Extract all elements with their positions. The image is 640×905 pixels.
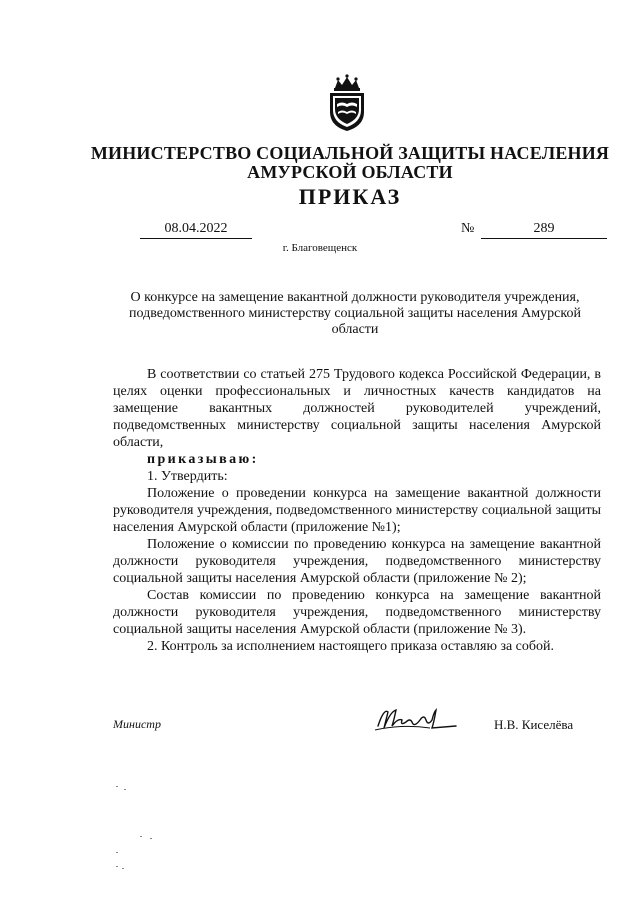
order-date: 08.04.2022 — [140, 221, 252, 239]
item-1-paragraph-2: Положение о комиссии по проведению конкурса на замещение вакантной должности руководителя учреждения, подведомственного министерству социальной защиты населения Амурской области (приложение № 2); — [113, 537, 601, 586]
scan-speck — [122, 868, 124, 869]
number-sign: № — [461, 221, 475, 236]
scan-speck — [116, 852, 118, 853]
scan-speck — [116, 786, 118, 787]
order-body — [113, 366, 601, 655]
item-1-paragraph-1: Положение о проведении конкурса на замещение вакантной должности руководителя учреждения, подведомственного министерству социальной защиты населения Амурской области (приложение №1); — [113, 486, 601, 535]
document-type-title: ПРИКАЗ — [298, 184, 402, 209]
scan-speck — [150, 838, 152, 839]
scan-speck — [124, 789, 126, 790]
item-2: 2. Контроль за исполнением настоящего приказа оставляю за собой. — [147, 639, 555, 654]
ministry-name-line2: АМУРСКОЙ ОБЛАСТИ — [247, 162, 453, 182]
signer-title: Министр — [113, 717, 161, 731]
city: г. Благовещенск — [282, 242, 358, 254]
signer-name: Н.В. Киселёва — [494, 717, 574, 732]
order-verb: приказываю: — [147, 452, 259, 467]
coat-of-arms-icon — [326, 74, 368, 132]
signature-icon — [372, 702, 462, 736]
scan-speck — [140, 836, 142, 837]
item-1: 1. Утвердить: — [147, 469, 228, 484]
order-number: 289 — [481, 221, 607, 239]
order-subject: О конкурсе на замещение вакантной должности руководителя учреждения, подведомственного министерству социальной защиты населения Амурской области — [129, 290, 581, 337]
scan-speck — [116, 866, 118, 867]
item-1-paragraph-3: Состав комиссии по проведению конкурса на замещение вакантной должности руководителя учреждения, подведомственного министерству социальной защиты населения Амурской области (приложение № 3). — [113, 588, 601, 637]
ministry-name-line1: МИНИСТЕРСТВО СОЦИАЛЬНОЙ ЗАЩИТЫ НАСЕЛЕНИЯ — [90, 143, 610, 163]
intro-paragraph: В соответствии со статьей 275 Трудового кодекса Российской Федерации, в целях оценки профессиональных и личностных качеств кандидатов на замещение вакантных должностей руководителей учреждений, подведомственных министерству социальной защиты населения Амурской области, — [113, 367, 601, 450]
